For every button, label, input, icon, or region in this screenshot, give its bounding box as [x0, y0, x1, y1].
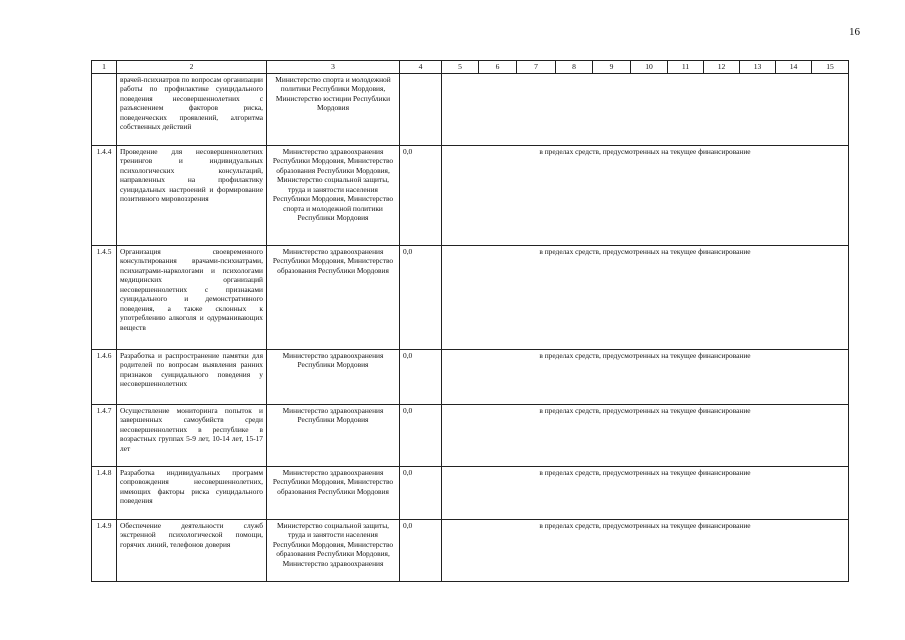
event-cell: Разработка и распространение памятки для родителей по вопросам выявления ранних признаков суицидального поведения у несовершеннолетних	[117, 350, 267, 405]
row-number: 1.4.8	[92, 467, 117, 520]
table-row	[92, 520, 849, 582]
executor-cell: Министерство социальной защиты, труда и занятости населения Республики Мордовия, Министерство образования Республики Мордовия, Министерство здравоохранения	[267, 520, 400, 582]
column-header: 1	[92, 61, 117, 74]
column-header: 2	[117, 61, 267, 74]
executor-cell: Министерство здравоохранения Республики Мордовия	[267, 405, 400, 467]
executor-cell: Министерство здравоохранения Республики Мордовия, Министерство образования Республики Мордовия, Министерство социальной защиты, труда и занятости населения Республики Мордовия, Министерство спорта и молодежной политики Республики Мордовия	[267, 146, 400, 246]
column-header: 7	[517, 61, 556, 74]
row-number: 1.4.5	[92, 246, 117, 350]
column-header: 3	[267, 61, 400, 74]
column-header: 8	[556, 61, 593, 74]
table-row	[92, 405, 849, 467]
event-cell: врачей-психиатров по вопросам организации работы по профилактике суицидального поведения несовершеннолетних с разъяснением факторов риска, поведенческих проявлений, алгоритма собственных действий	[117, 74, 267, 146]
table-row	[92, 146, 849, 246]
amount-cell: 0,0	[400, 146, 442, 246]
row-number: 1.4.9	[92, 520, 117, 582]
financing-cell: в пределах средств, предусмотренных на текущее финансирование	[442, 246, 849, 350]
amount-cell	[400, 74, 442, 146]
event-cell: Проведение для несовершеннолетних тренингов и индивидуальных психологических консультаций, направленных на профилактику суицидальных настроений и формирование позитивного мировоззрения	[117, 146, 267, 246]
column-header: 11	[668, 61, 704, 74]
row-number: 1.4.4	[92, 146, 117, 246]
column-header: 4	[400, 61, 442, 74]
executor-cell: Министерство здравоохранения Республики Мордовия	[267, 350, 400, 405]
column-header: 5	[442, 61, 479, 74]
table-row	[92, 246, 849, 350]
row-number: 1.4.6	[92, 350, 117, 405]
table-row-continuation	[92, 74, 849, 146]
table-row	[92, 350, 849, 405]
amount-cell: 0,0	[400, 467, 442, 520]
column-header: 13	[740, 61, 776, 74]
column-header: 9	[593, 61, 631, 74]
financing-cell	[442, 74, 849, 146]
financing-cell: в пределах средств, предусмотренных на текущее финансирование	[442, 467, 849, 520]
event-cell: Разработка индивидуальных программ сопровождения несовершеннолетних, имеющих факторы риска суицидального поведения	[117, 467, 267, 520]
financing-cell: в пределах средств, предусмотренных на текущее финансирование	[442, 350, 849, 405]
event-cell: Осуществление мониторинга попыток и завершенных самоубийств среди несовершеннолетних в республике в возрастных группах 5-9 лет, 10-14 лет, 15-17 лет	[117, 405, 267, 467]
row-number: 1.4.7	[92, 405, 117, 467]
column-header: 10	[631, 61, 668, 74]
header-row	[92, 61, 849, 74]
amount-cell: 0,0	[400, 520, 442, 582]
row-number	[92, 74, 117, 146]
financing-cell: в пределах средств, предусмотренных на текущее финансирование	[442, 146, 849, 246]
amount-cell: 0,0	[400, 246, 442, 350]
plan-table	[91, 60, 849, 582]
column-header: 14	[776, 61, 812, 74]
column-header: 6	[479, 61, 517, 74]
column-header: 15	[812, 61, 849, 74]
table-row	[92, 467, 849, 520]
amount-cell: 0,0	[400, 405, 442, 467]
event-cell: Обеспечение деятельности служб экстренной психологической помощи, горячих линий, телефонов доверия	[117, 520, 267, 582]
page-number: 16	[849, 26, 860, 38]
executor-cell: Министерство спорта и молодежной политики Республики Мордовия, Министерство юстиции Республики Мордовия	[267, 74, 400, 146]
event-cell: Организация своевременного консультирования врачами-психиатрами, психиатрами-наркологами и психологами медицинских организаций несовершеннолетних с признаками суицидального и демонстративного поведения, а также склонных к употреблению алкоголя и одурманивающих веществ	[117, 246, 267, 350]
column-header: 12	[704, 61, 740, 74]
financing-cell: в пределах средств, предусмотренных на текущее финансирование	[442, 520, 849, 582]
amount-cell: 0,0	[400, 350, 442, 405]
executor-cell: Министерство здравоохранения Республики Мордовия, Министерство образования Республики Мордовия	[267, 246, 400, 350]
financing-cell: в пределах средств, предусмотренных на текущее финансирование	[442, 405, 849, 467]
executor-cell: Министерство здравоохранения Республики Мордовия, Министерство образования Республики Мордовия	[267, 467, 400, 520]
